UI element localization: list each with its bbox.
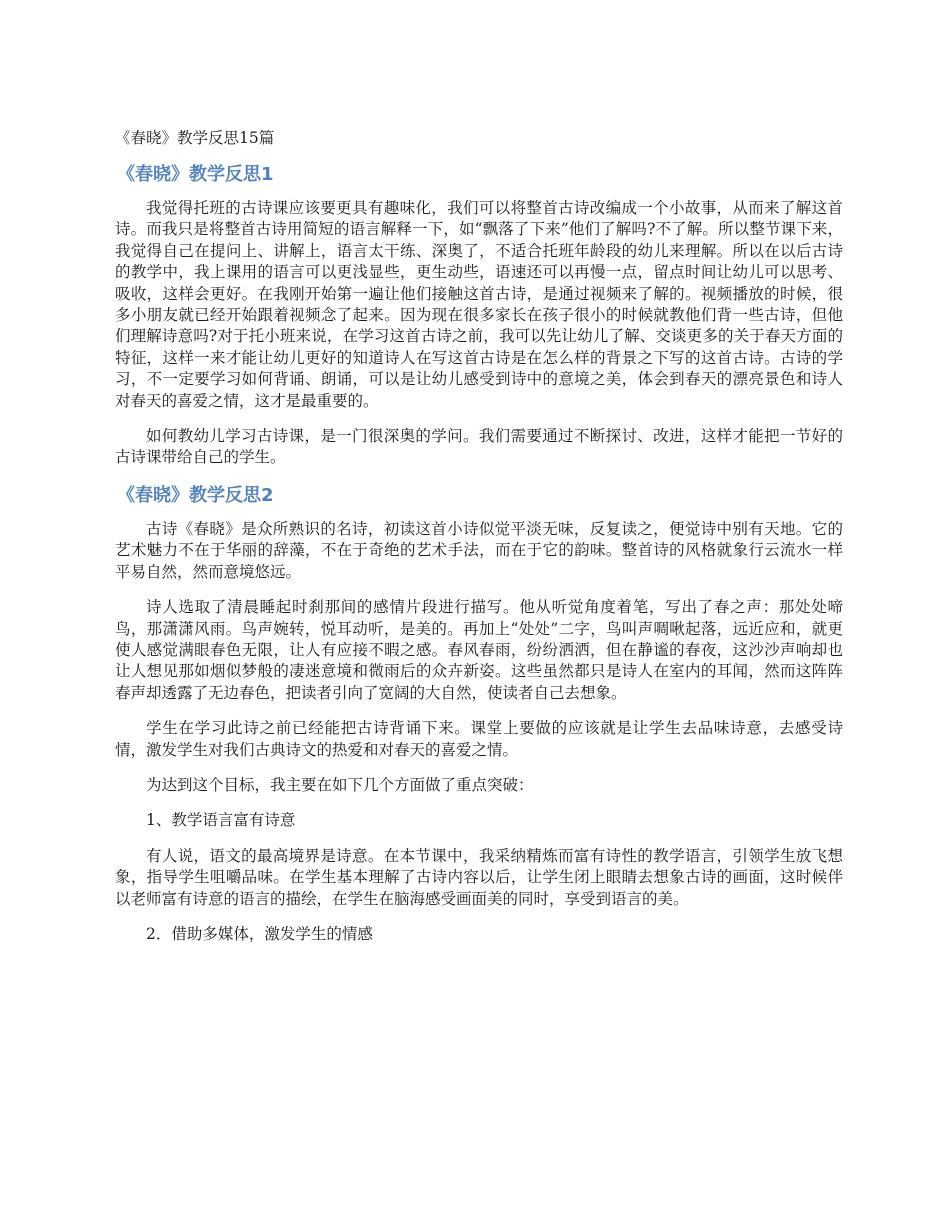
paragraph: 有人说，语文的最高境界是诗意。在本节课中，我采纳精炼而富有诗性的教学语言，引领学生放飞想象，指导学生咀嚼品味。在学生基本理解了古诗内容以后，让学生闭上眼睛去想象古诗的画面，这时候伴以老师富有诗意的语言的描绘，在学生在脑海感受画面美的同时，享受到语言的美。 <box>115 846 843 908</box>
section-heading: 《春晓》教学反思1 <box>117 164 274 185</box>
document-page <box>115 126 843 959</box>
paragraph: 学生在学习此诗之前已经能把古诗背诵下来。课堂上要做的应该就是让学生去品味诗意，去感受诗情，激发学生对我们古典诗文的热爱和对春天的喜爱之情。 <box>115 719 843 759</box>
paragraph: 如何教幼儿学习古诗课，是一门很深奥的学问。我们需要通过不断探讨、改进，这样才能把一节好的古诗课带给自己的学生。 <box>115 427 843 467</box>
paragraph: 我觉得托班的古诗课应该要更具有趣味化，我们可以将整首古诗改编成一个小故事，从而来了解这首诗。而我只是将整首古诗用简短的语言解释一下，如“飘落了下来”他们了解吗?不了解。所以整节课下来，我觉得自己在提问上、讲解上，语言太干练、深奥了，不适合托班年龄段的幼儿来理解。所以在以后古诗的教学中，我上课用的语言可以更浅显些，更生动些，语速还可以再慢一点，留点时间让幼儿可以思考、吸收，这样会更好。在我刚开始第一遍让他们接触这首古诗，是通过视频来了解的。视频播放的时候，很多小朋友就已经开始跟着视频念了起来。因为现在很多家长在孩子很小的时候就教他们背一些古诗，但他们理解诗意吗?对于托小班来说，在学习这首古诗之前，我可以先让幼儿了解、交谈更多的关于春天方面的特征，这样一来才能让幼儿更好的知道诗人在写这首古诗是在怎么样的背景之下写的这首古诗。古诗的学习，不一定要学习如何背诵、朗诵，可以是让幼儿感受到诗中的意境之美，体会到春天的漂亮景色和诗人对春天的喜爱之情，这才是最重要的。 <box>115 199 843 410</box>
document-title: 《春晓》教学反思15篇 <box>115 129 275 147</box>
section-heading: 《春晓》教学反思2 <box>117 484 274 506</box>
subheading: 2．借助多媒体，激发学生的情感 <box>146 924 373 943</box>
section-1 <box>115 162 843 469</box>
subheading: 1、教学语言富有诗意 <box>146 811 296 830</box>
paragraph: 为达到这个目标，我主要在如下几个方面做了重点突破： <box>146 775 534 794</box>
section-2 <box>115 483 843 946</box>
paragraph: 古诗《春晓》是众所熟识的名诗，初读这首小诗似觉平淡无味，反复读之，便觉诗中别有天地。它的艺术魅力不在于华丽的辞藻，不在于奇绝的艺术手法，而在于它的韵味。整首诗的风格就象行云流水一样平易自然，然而意境悠远。 <box>115 519 843 581</box>
paragraph: 诗人选取了清晨睡起时刹那间的感情片段进行描写。他从听觉角度着笔，写出了春之声：那处处啼鸟，那潇潇风雨。鸟声婉转，悦耳动听，是美的。再加上“处处”二字，鸟叫声啁啾起落，远近应和，就更使人感觉满眼春色无限，让人有应接不暇之感。春风春雨，纷纷洒洒，但在静谧的春夜，这沙沙声响却也让人想见那如烟似梦般的凄迷意境和微雨后的众卉新姿。这些虽然都只是诗人在室内的耳闻，然而这阵阵春声却透露了无边春色，把读者引向了宽阔的大自然，使读者自己去想象。 <box>115 598 843 702</box>
